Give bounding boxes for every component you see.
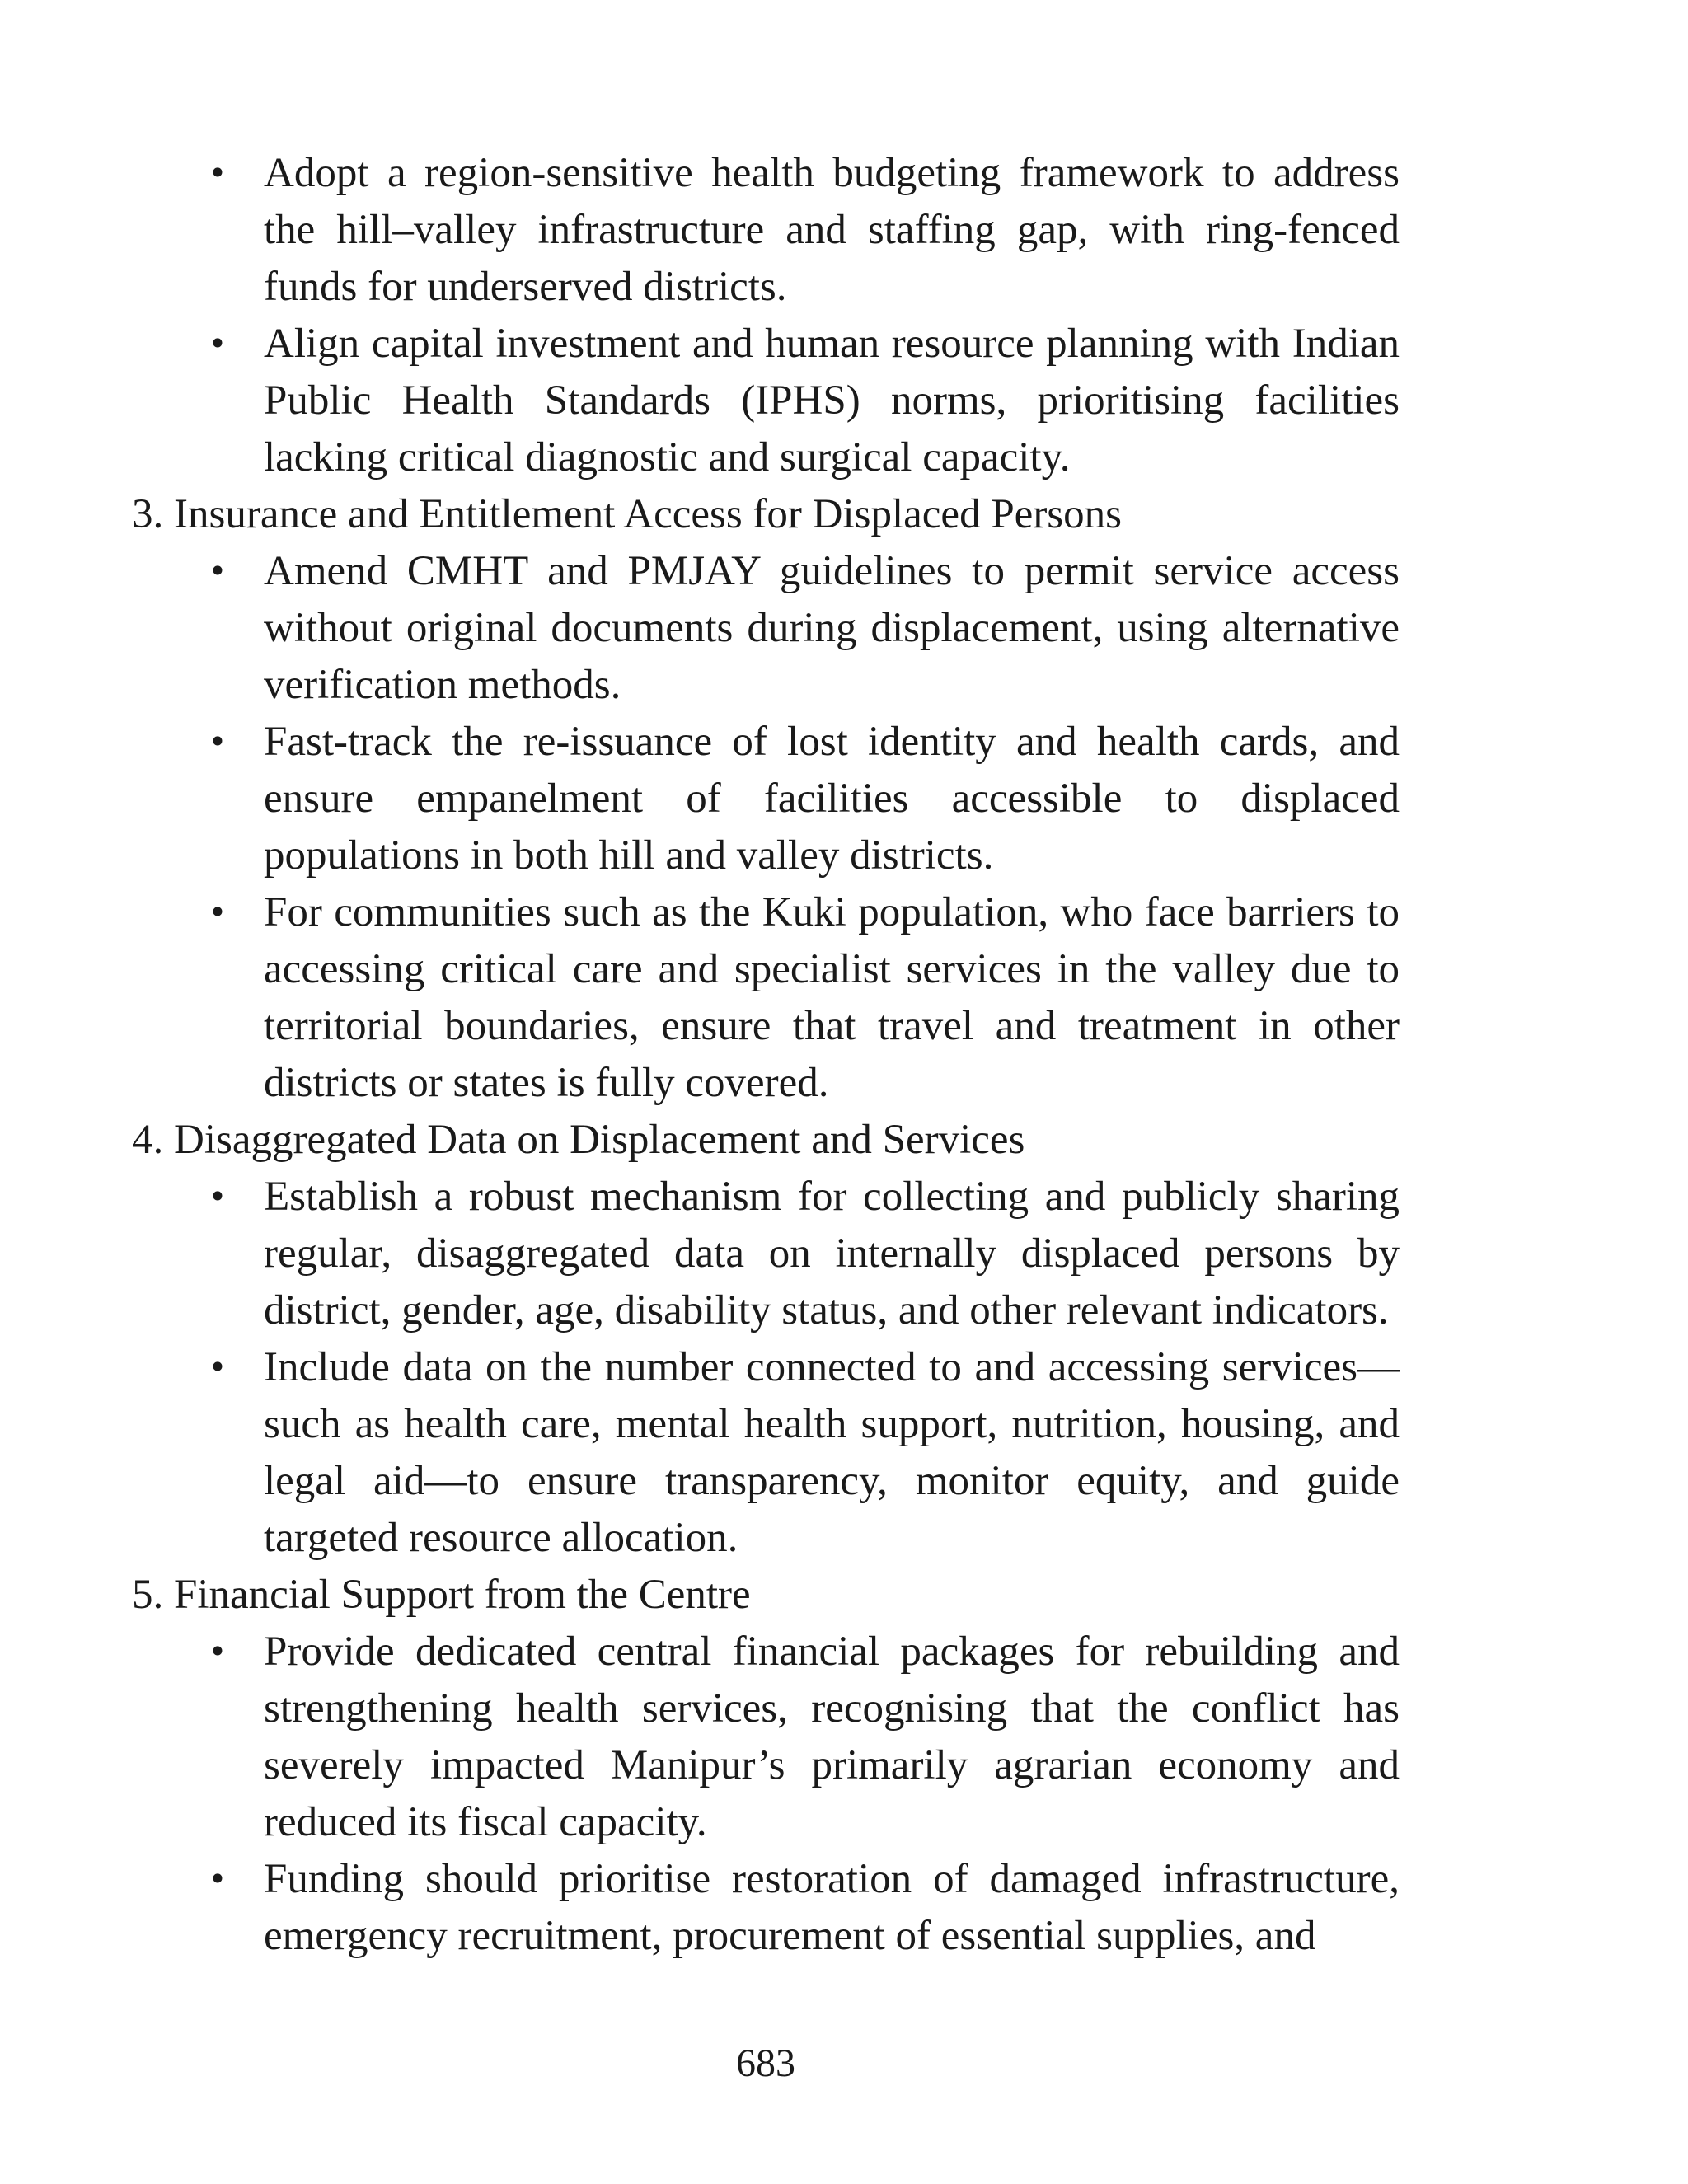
- bullet-icon: •: [208, 155, 227, 191]
- list-item: • Establish a robust mechanism for collecting and publicly sharing regular, disaggregated data on internally displaced persons by district, gender, age, disability status, and other relevant indicators.: [132, 1169, 1400, 1339]
- bullet-icon: •: [208, 894, 227, 930]
- bullet-list-infrastructure: [132, 145, 1400, 486]
- bullet-list-insurance: [132, 543, 1400, 1112]
- bullet-icon: •: [208, 1633, 227, 1670]
- bullet-icon: •: [208, 1349, 227, 1385]
- list-item: • Funding should prioritise restoration of damaged infrastructure, emergency recruitment, procurement of essential supplies, and: [132, 1851, 1400, 1965]
- list-item: • Provide dedicated central financial packages for rebuilding and strengthening health services, recognising that the conflict has severely impacted Manipur’s primarily agrarian economy and reduced its fiscal capacity.: [132, 1624, 1400, 1851]
- bullet-list-financial: [132, 1624, 1400, 1965]
- bullet-icon: •: [208, 724, 227, 760]
- bullet-icon: •: [208, 1179, 227, 1215]
- list-item: • Include data on the number connected to and accessing services—such as health care, mental health support, nutrition, housing, and legal aid—to ensure transparency, monitor equity, and guide targeted resource allocation.: [132, 1339, 1400, 1567]
- section-heading-data: 4. Disaggregated Data on Displacement and Services: [132, 1117, 1025, 1163]
- list-item: • Adopt a region-sensitive health budgeting framework to address the hill–valley infrastructure and staffing gap, with ring-fenced funds for underserved districts.: [132, 145, 1400, 316]
- bullet-icon: •: [208, 553, 227, 589]
- bullet-icon: •: [208, 326, 227, 362]
- list-item: • Fast-track the re-issuance of lost identity and health cards, and ensure empanelment of facilities accessible to displaced populations in both hill and valley districts.: [132, 714, 1400, 884]
- list-item: • Align capital investment and human resource planning with Indian Public Health Standards (IPHS) norms, prioritising facilities lacking critical diagnostic and surgical capacity.: [132, 316, 1400, 486]
- bullet-list-data: [132, 1169, 1400, 1567]
- section-heading-financial: 5. Financial Support from the Centre: [132, 1572, 751, 1618]
- page-body: [132, 145, 1400, 1965]
- list-item: • For communities such as the Kuki population, who face barriers to accessing critical care and specialist services in the valley due to territorial boundaries, ensure that travel and treatment in other districts or states is fully covered.: [132, 884, 1400, 1112]
- page-number: 683: [736, 2041, 795, 2085]
- bullet-icon: •: [208, 1861, 227, 1897]
- list-item: • Amend CMHT and PMJAY guidelines to permit service access without original documents during displacement, using alternative verification methods.: [132, 543, 1400, 714]
- section-heading-insurance: 3. Insurance and Entitlement Access for Displaced Persons: [132, 491, 1122, 537]
